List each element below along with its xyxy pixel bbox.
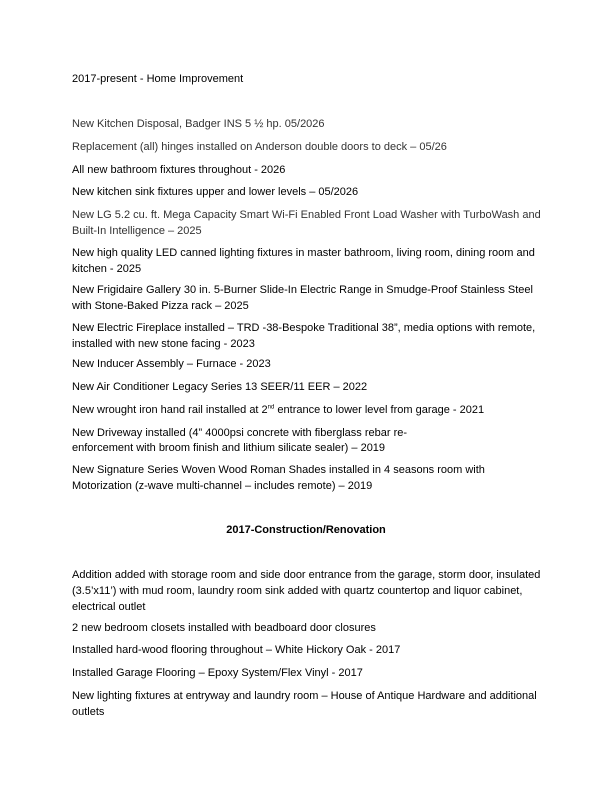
list-item: New Air Conditioner Legacy Series 13 SEER/11 EER – 2022 (72, 381, 368, 393)
list-item: New high quality LED canned lighting fixtures in master bathroom, living room, dining room and kitchen - 2025 (72, 247, 535, 275)
list-item: New Frigidaire Gallery 30 in. 5-Burner Slide-In Electric Range in Smudge-Proof Stainless Steel with Stone-Baked Pizza rack – 2025 (72, 284, 533, 312)
list-item: New Inducer Assembly – Furnace - 2023 (72, 358, 271, 370)
section-title-construction-renovation: 2017-Construction/Renovation (226, 524, 386, 536)
list-item: Installed Garage Flooring – Epoxy System/Flex Vinyl - 2017 (72, 667, 363, 679)
ordinal-suffix: nd (267, 404, 275, 411)
list-item: New LG 5.2 cu. ft. Mega Capacity Smart Wi-Fi Enabled Front Load Washer with TurboWash and Built-In Intelligence – 2025 (72, 209, 541, 237)
list-item: Addition added with storage room and side door entrance from the garage, storm door, insulated (3.5’x11’) with mud room, laundry room sink added with quartz countertop and liquor cabinet, electrical outlet (72, 569, 541, 613)
list-item: New kitchen sink fixtures upper and lower levels – 05/2026 (72, 186, 359, 198)
list-item: 2 new bedroom closets installed with beadboard door closures (72, 622, 376, 634)
section-title-home-improvement: 2017-present - Home Improvement (72, 73, 244, 85)
handrail-text-start: New wrought iron hand rail installed at 2 (72, 404, 268, 416)
list-item: New Kitchen Disposal, Badger INS 5 ½ hp. 05/2026 (72, 118, 325, 130)
list-item-driveway-line-1: New Driveway installed (4” 4000psi concrete with fiberglass rebar re- (72, 427, 408, 439)
list-item: All new bathroom fixtures throughout - 2026 (72, 164, 286, 176)
handrail-text-end: entrance to lower level from garage - 2021 (274, 404, 485, 416)
list-item: New Signature Series Woven Wood Roman Shades installed in 4 seasons room with Motorization (z-wave multi-channel – includes remote) – 2019 (72, 464, 485, 492)
list-item: Replacement (all) hinges installed on Anderson double doors to deck – 05/26 (72, 141, 447, 153)
list-item: Installed hard-wood flooring throughout – White Hickory Oak - 2017 (72, 644, 401, 656)
list-item-driveway-line-2: enforcement with broom finish and lithium silicate sealer) – 2019 (72, 442, 386, 454)
list-item-handrail (72, 402, 542, 418)
list-item: New Electric Fireplace installed – TRD -38-Bespoke Traditional 38”, media options with remote, installed with new stone facing - 2023 (72, 322, 536, 350)
list-item: New lighting fixtures at entryway and laundry room – House of Antique Hardware and additional outlets (72, 690, 537, 718)
